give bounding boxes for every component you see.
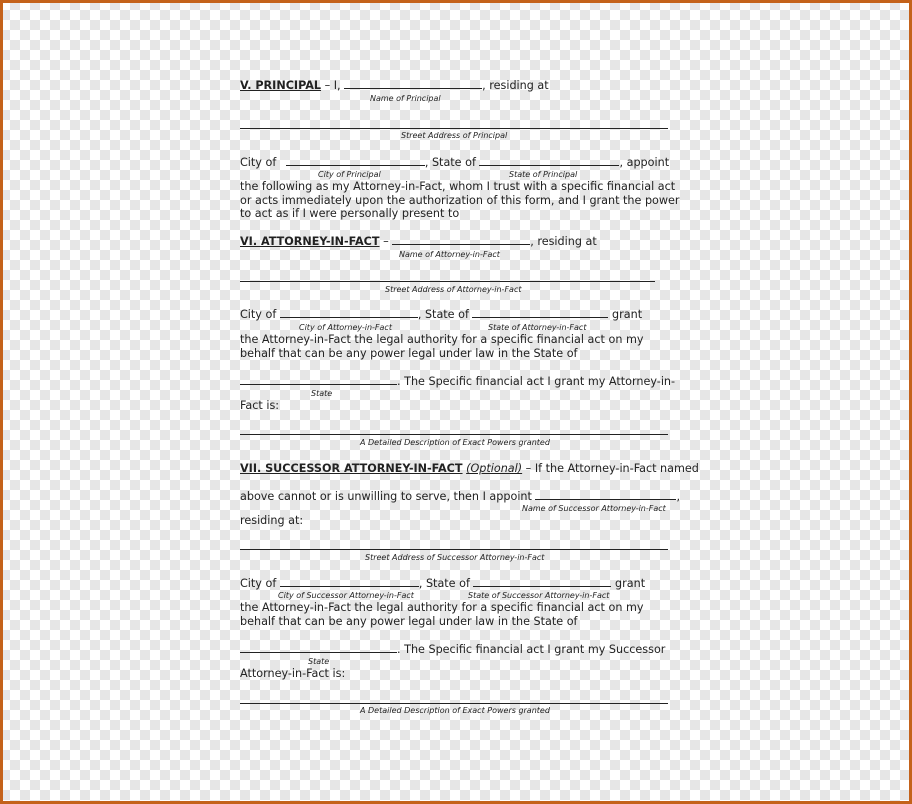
successor-appoint-line: above cannot or is unwilling to serve, then I appoint ,	[240, 490, 681, 503]
attorney-fact-is: Fact is:	[240, 399, 280, 412]
principal-name-blank[interactable]	[344, 79, 482, 89]
caption-desc-successor: A Detailed Description of Exact Powers granted	[360, 706, 550, 715]
successor-heading: VII. SUCCESSOR ATTORNEY-IN-FACT	[240, 462, 463, 475]
attorney-city-blank[interactable]	[280, 308, 418, 318]
successor-city-line: City of , State of grant	[240, 577, 646, 590]
principal-body-2: or acts immediately upon the authorization of this form, and I grant the power	[240, 194, 680, 207]
successor-state-blank[interactable]	[473, 577, 611, 587]
principal-city-blank[interactable]	[286, 156, 425, 166]
caption-state-law-attorney: State	[311, 389, 333, 398]
caption-name-successor: Name of Successor Attorney-in-Fact	[522, 504, 666, 513]
caption-state-principal: State of Principal	[509, 170, 578, 179]
attorney-heading: VI. ATTORNEY-IN-FACT	[240, 235, 380, 248]
successor-law-state-blank[interactable]	[240, 643, 397, 653]
optional-label: (Optional)	[466, 462, 523, 475]
caption-name-of-principal: Name of Principal	[370, 94, 441, 103]
successor-residing: residing at:	[240, 514, 304, 527]
successor-powers-blank[interactable]	[240, 703, 668, 704]
attorney-line: VI. ATTORNEY-IN-FACT – , residing at	[240, 235, 597, 248]
caption-city-successor: City of Successor Attorney-in-Fact	[278, 591, 414, 600]
attorney-state-law-line: . The Specific financial act I grant my Attorney-in-	[240, 375, 675, 388]
caption-state-successor: State of Successor Attorney-in-Fact	[468, 591, 610, 600]
principal-state-blank[interactable]	[479, 156, 619, 166]
successor-body-1: the Attorney-in-Fact the legal authority for a specific financial act on my	[240, 601, 644, 614]
principal-city-line: City of , State of , appoint	[240, 156, 670, 169]
attorney-body-2: behalf that can be any power legal under law in the State of	[240, 347, 578, 360]
attorney-powers-blank[interactable]	[240, 434, 668, 435]
principal-heading: V. PRINCIPAL	[240, 79, 322, 92]
caption-state-attorney: State of Attorney-in-Fact	[488, 323, 587, 332]
attorney-state-blank[interactable]	[472, 308, 608, 318]
caption-street-principal: Street Address of Principal	[401, 131, 508, 140]
successor-city-blank[interactable]	[280, 577, 419, 587]
attorney-city-line: City of , State of grant	[240, 308, 643, 321]
caption-street-attorney: Street Address of Attorney-in-Fact	[385, 285, 522, 294]
successor-state-law-line: . The Specific financial act I grant my Successor	[240, 643, 665, 656]
successor-line: VII. SUCCESSOR ATTORNEY-IN-FACT (Optional) – If the Attorney-in-Fact named	[240, 462, 699, 475]
attorney-body-1: the Attorney-in-Fact the legal authority for a specific financial act on my	[240, 333, 644, 346]
caption-desc-attorney: A Detailed Description of Exact Powers granted	[360, 438, 550, 447]
successor-name-blank[interactable]	[535, 490, 676, 500]
attorney-law-state-blank[interactable]	[240, 375, 397, 385]
caption-city-principal: City of Principal	[318, 170, 381, 179]
attorney-street-blank[interactable]	[240, 281, 655, 282]
caption-street-successor: Street Address of Successor Attorney-in-Fact	[365, 553, 545, 562]
principal-street-blank[interactable]	[240, 128, 668, 129]
successor-street-blank[interactable]	[240, 549, 668, 550]
principal-line: V. PRINCIPAL – I, , residing at	[240, 79, 549, 92]
principal-body-3: to act as if I were personally present to	[240, 207, 460, 220]
attorney-name-blank[interactable]	[392, 235, 530, 245]
caption-state-law-successor: State	[308, 657, 330, 666]
successor-body-2: behalf that can be any power legal under law in the State of	[240, 615, 578, 628]
caption-city-attorney: City of Attorney-in-Fact	[299, 323, 392, 332]
caption-name-attorney: Name of Attorney-in-Fact	[399, 250, 500, 259]
successor-fact-is: Attorney-in-Fact is:	[240, 667, 346, 680]
principal-body-1: the following as my Attorney-in-Fact, whom I trust with a specific financial act	[240, 180, 676, 193]
